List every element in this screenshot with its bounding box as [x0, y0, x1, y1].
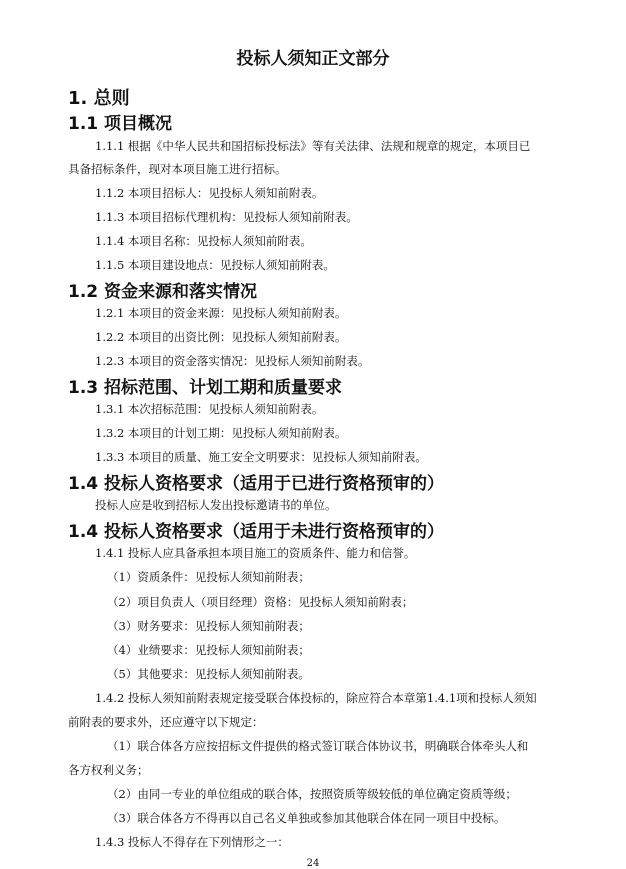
paragraph-1-1-5: 1.1.5 本项目建设地点：见投标人须知前附表。 — [95, 258, 335, 272]
list-item-1-4-2-1-cont: 各方权利义务； — [68, 763, 149, 777]
list-item-1-4-2-3: （3）联合体各方不得再以自己名义单独或参加其他联合体在同一项目中投标。 — [107, 811, 506, 825]
heading-general: 1. 总则 — [68, 88, 130, 109]
list-item-1-4-2-1: （1）联合体各方应按招标文件提供的格式签订联合体协议书，明确联合体牵头人和 — [107, 739, 529, 753]
heading-1-4-not-prequalified: 1.4 投标人资格要求（适用于未进行资格预审的） — [68, 522, 445, 542]
paragraph-1-1-1: 1.1.1 根据《中华人民共和国招标投标法》等有关法律、法规和规章的规定，本项目已 — [95, 139, 531, 153]
paragraph-1-1-1-cont: 具备招标条件，现对本项目施工进行招标。 — [68, 162, 287, 176]
list-item-1-4-1-1: （1）资质条件：见投标人须知前附表； — [107, 570, 310, 584]
paragraph-1-4-prequalified: 投标人应是收到招标人发出投标邀请书的单位。 — [95, 498, 337, 512]
paragraph-1-1-2: 1.1.2 本项目招标人：见投标人须知前附表。 — [95, 186, 324, 200]
list-item-1-4-1-2: （2）项目负责人（项目经理）资格：见投标人须知前附表； — [107, 595, 414, 609]
heading-1-4-prequalified: 1.4 投标人资格要求（适用于已进行资格预审的） — [68, 474, 445, 494]
heading-1-1: 1.1 项目概况 — [68, 114, 173, 134]
list-item-1-4-1-3: （3）财务要求：见投标人须知前附表； — [107, 619, 310, 633]
list-item-1-4-1-4: （4）业绩要求：见投标人须知前附表； — [107, 643, 310, 657]
paragraph-1-4-3: 1.4.3 投标人不得存在下列情形之一： — [95, 835, 289, 849]
document-title: 投标人须知正文部分 — [236, 49, 390, 69]
list-item-1-4-1-5: （5）其他要求：见投标人须知前附表。 — [107, 667, 310, 681]
paragraph-1-2-2: 1.2.2 本项目的出资比例：见投标人须知前附表。 — [95, 330, 347, 344]
paragraph-1-3-3: 1.3.3 本项目的质量、施工安全文明要求：见投标人须知前附表。 — [95, 450, 427, 464]
paragraph-1-3-2: 1.3.2 本项目的计划工期：见投标人须知前附表。 — [95, 426, 347, 440]
heading-1-3: 1.3 招标范围、计划工期和质量要求 — [68, 378, 343, 398]
paragraph-1-1-4: 1.1.4 本项目名称：见投标人须知前附表。 — [95, 234, 312, 248]
paragraph-1-3-1: 1.3.1 本次招标范围：见投标人须知前附表。 — [95, 402, 324, 416]
paragraph-1-4-2-cont: 前附表的要求外，还应遵守以下规定： — [68, 715, 264, 729]
paragraph-1-4-1: 1.4.1 投标人应具备承担本项目施工的资质条件、能力和信誉。 — [95, 546, 416, 560]
heading-1-2: 1.2 资金来源和落实情况 — [68, 282, 258, 302]
paragraph-1-1-3: 1.1.3 本项目招标代理机构：见投标人须知前附表。 — [95, 210, 358, 224]
paragraph-1-2-3: 1.2.3 本项目的资金落实情况：见投标人须知前附表。 — [95, 354, 370, 368]
paragraph-1-4-2: 1.4.2 投标人须知前附表规定接受联合体投标的，除应符合本章第1.4.1项和投标人须知 — [95, 691, 537, 705]
paragraph-1-2-1: 1.2.1 本项目的资金来源：见投标人须知前附表。 — [95, 306, 347, 320]
page-number: 24 — [306, 858, 320, 869]
list-item-1-4-2-2: （2）由同一专业的单位组成的联合体，按照资质等级较低的单位确定资质等级； — [107, 787, 517, 801]
